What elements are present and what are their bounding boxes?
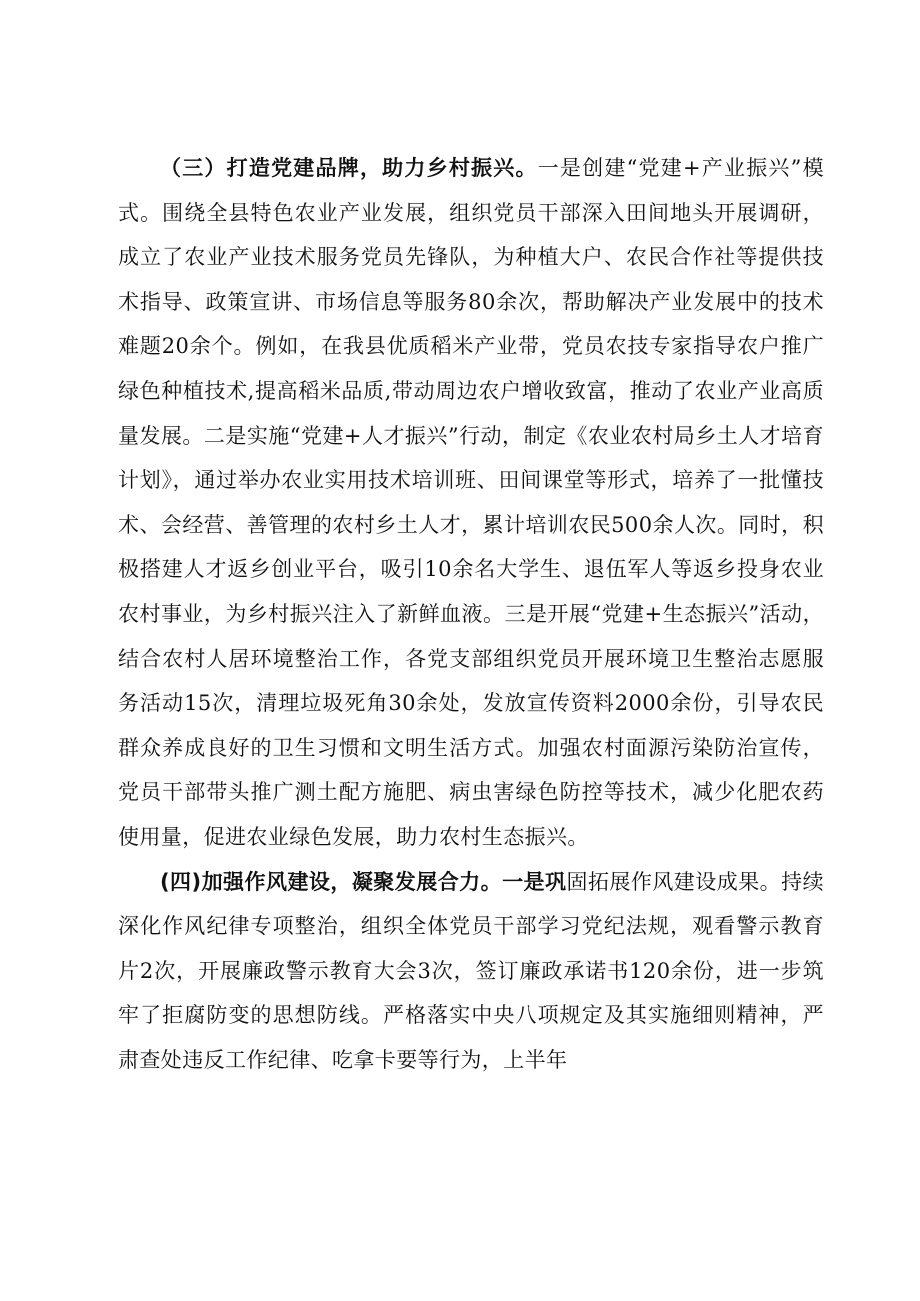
section-4-heading: (四)加强作风建设，凝聚发展合力。一是巩 xyxy=(160,869,567,894)
document-body xyxy=(118,146,824,1082)
paragraph-section-3 xyxy=(118,146,824,860)
section-3-body: 一是创建“党建+产业振兴”模式。围绕全县特色农业产业发展，组织党员干部深入田间地头开展调研，成立了农业产业技术服务党员先锋队，为种植大户、农民合作社等提供技术指导、政策宣讲、市场信息等服务80余次，帮助解决产业发展中的技术难题20余个。例如，在我县优质稻米产业带，党员农技专家指导农户推广绿色种植技术,提高稻米品质,带动周边农户增收致富，推动了农业产业高质量发展。二是实施“党建+人才振兴”行动，制定《农业农村局乡土人才培育计划》，通过举办农业实用技术培训班、田间课堂等形式，培养了一批懂技术、会经营、善管理的农村乡土人才，累计培训农民500余人次。同时，积极搭建人才返乡创业平台，吸引10余名大学生、退伍军人等返乡投身农业农村事业，为乡村振兴注入了新鲜血液。三是开展“党建+生态振兴”活动，结合农村人居环境整治工作，各党支部组织党员开展环境卫生整治志愿服务活动15次，清理垃圾死角30余处，发放宣传资料2000余份，引导农民群众养成良好的卫生习惯和文明生活方式。加强农村面源污染防治宣传，党员干部带头推广测土配方施肥、病虫害绿色防控等技术，减少化肥农药使用量，促进农业绿色发展，助力农村生态振兴。 xyxy=(118,156,824,849)
section-4-body: 固拓展作风建设成果。持续深化作风纪律专项整治，组织全体党员干部学习党纪法规，观看警示教育片2次，开展廉政警示教育大会3次，签订廉政承诺书120余份，进一步筑牢了拒腐防变的思想防线。严格落实中央八项规定及其实施细则精神，严肃查处违反工作纪律、吃拿卡要等行为，上半年 xyxy=(118,869,824,1072)
paragraph-section-4 xyxy=(118,860,824,1083)
section-3-heading: （三）打造党建品牌，助力乡村振兴。 xyxy=(160,156,538,180)
